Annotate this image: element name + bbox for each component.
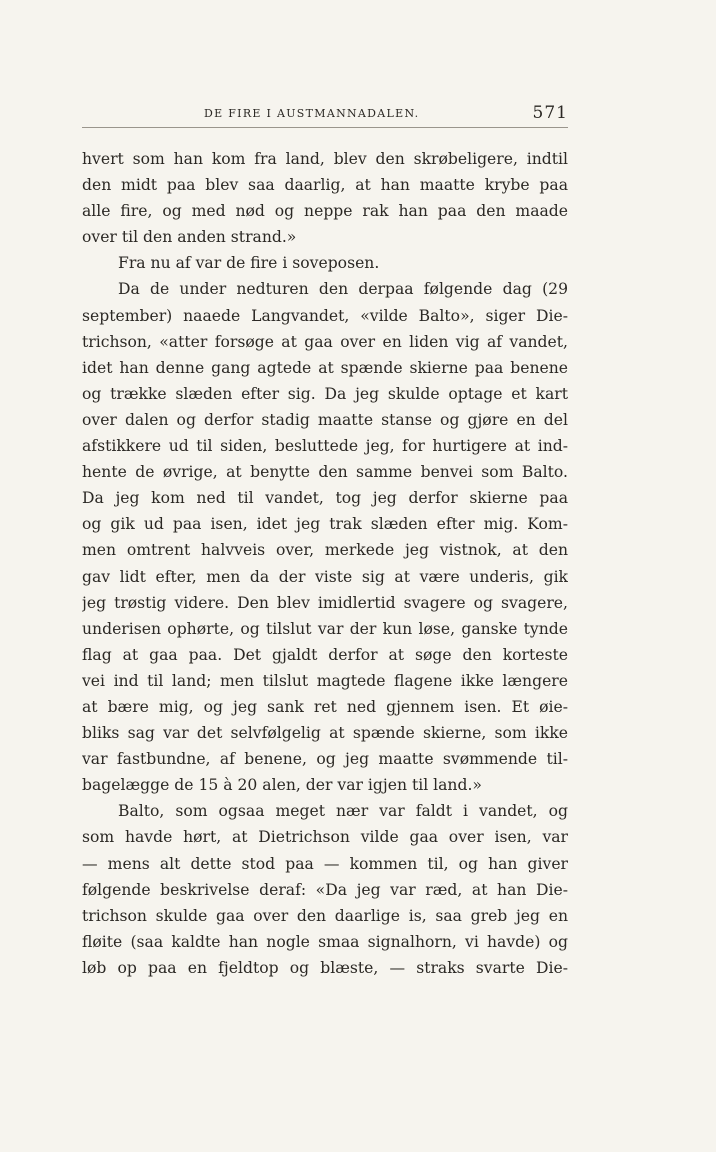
text-line: over dalen og derfor stadig maatte stanse og gjøre en del: [82, 410, 568, 429]
text-line: Balto, som ogsaa meget nær var faldt i vandet, og: [118, 802, 568, 821]
header-rule: [82, 127, 568, 128]
text-line: bliks sag var det selvfølgelig at spænde skierne, som ikke: [82, 724, 568, 743]
text-line: afstikkere ud til siden, besluttede jeg, for hurtigere at ind-: [82, 437, 568, 456]
text-line: bagelægge de 15 à 20 alen, der var igjen til land.»: [82, 776, 482, 795]
page-header: [82, 103, 568, 125]
body-text: [82, 146, 568, 981]
text-line: gav lidt efter, men da der viste sig at være underis, gik: [82, 567, 568, 586]
text-line: fløite (saa kaldte han nogle smaa signalhorn, vi havde) og: [82, 932, 568, 951]
text-line: hvert som han kom fra land, blev den skrøbeligere, indtil: [82, 150, 568, 168]
text-line: Fra nu af var de fire i soveposen.: [118, 254, 380, 273]
text-line: vei ind til land; men tilslut magtede flagene ikke længere: [82, 671, 568, 690]
text-line: Da jeg kom ned til vandet, tog jeg derfor skierne paa: [82, 489, 568, 508]
text-line: løb op paa en fjeldtop og blæste, — straks svarte Die-: [82, 958, 568, 977]
text-line: alle fire, og med nød og neppe rak han paa den maade: [82, 202, 568, 221]
text-line: trichson, «atter forsøge at gaa over en liden vig af vandet,: [82, 332, 568, 351]
text-line: jeg trøstig videre. Den blev imidlertid svagere og svagere,: [82, 593, 568, 612]
text-line: Da de under nedturen den derpaa følgende dag (29: [118, 280, 568, 299]
text-line: den midt paa blev saa daarlig, at han maatte krybe paa: [82, 176, 568, 195]
page-number: 571: [532, 103, 568, 123]
text-line: og gik ud paa isen, idet jeg trak slæden efter mig. Kom-: [82, 515, 568, 534]
text-line: underisen ophørte, og tilslut var der kun løse, ganske tynde: [82, 619, 568, 638]
text-line: flag at gaa paa. Det gjaldt derfor at søge den korteste: [82, 645, 568, 664]
text-line: hente de øvrige, at benytte den samme benvei som Balto.: [82, 463, 568, 482]
text-line: trichson skulde gaa over den daarlige is, saa greb jeg en: [82, 906, 568, 925]
text-line: — mens alt dette stod paa — kommen til, og han giver: [82, 854, 568, 873]
text-line: over til den anden strand.»: [82, 228, 297, 247]
text-line: var fastbundne, af benene, og jeg maatte svømmende til-: [82, 750, 568, 769]
text-line: september) naaede Langvandet, «vilde Balto», siger Die-: [82, 306, 568, 325]
text-line: og trække slæden efter sig. Da jeg skulde optage et kart: [82, 384, 568, 403]
text-line: følgende beskrivelse deraf: «Da jeg var ræd, at han Die-: [82, 880, 568, 899]
text-line: men omtrent halvveis over, merkede jeg vistnok, at den: [82, 541, 568, 560]
text-line: idet han denne gang agtede at spænde skierne paa benene: [82, 358, 568, 377]
running-head: DE FIRE I AUSTMANNADALEN.: [204, 107, 420, 120]
text-line: som havde hørt, at Dietrichson vilde gaa over isen, var: [82, 828, 568, 847]
text-line: at bære mig, og jeg sank ret ned gjennem isen. Et øie-: [82, 697, 568, 716]
